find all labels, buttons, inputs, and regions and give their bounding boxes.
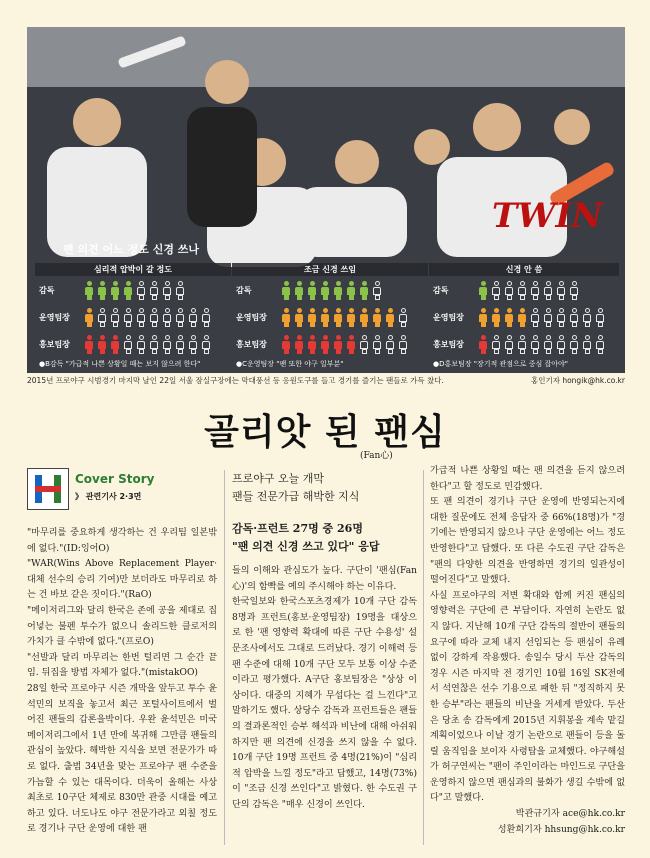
cover-story-title: Cover Story <box>75 472 155 486</box>
person-icon <box>399 308 407 327</box>
person-icon <box>137 335 145 354</box>
person-icon <box>347 308 355 327</box>
row-label: 운영팀장 <box>433 313 464 322</box>
person-icon <box>583 308 591 327</box>
paragraph: 들의 이해와 관심도가 높다. 구단이 '팬심(Fan心)'의 함빡를 예의 주시해야 하는 이유다. <box>232 566 417 592</box>
person-icon <box>518 281 526 300</box>
person-icon <box>124 308 132 327</box>
related-articles-link[interactable]: 》 관련기사 2·3면 <box>75 492 142 501</box>
person-icon <box>544 308 552 327</box>
headline: 골리앗 된 팬심 <box>204 411 446 453</box>
column-divider <box>224 470 225 845</box>
person-icon <box>373 281 381 300</box>
person-icon <box>570 335 578 354</box>
person-icon <box>492 308 500 327</box>
person-icon <box>295 281 303 300</box>
article-column-1 <box>27 526 217 838</box>
person-icon <box>373 308 381 327</box>
person-icon <box>518 335 526 354</box>
panel-pressure <box>35 263 231 371</box>
person-icon <box>596 335 604 354</box>
person-icon <box>163 335 171 354</box>
row-label: 감독 <box>433 286 449 295</box>
person-icon <box>124 335 132 354</box>
person-icon <box>282 335 290 354</box>
paragraph: 한국일보와 한국스포츠경제가 10개 구단 감독 8명과 프런트(홍보·운영팀장) 19명을 대상으로 한 '팬 영향력 확대에 따른 구단 수용성' 설문조사에서도 그대로 드러났다. 경기 이해력 등 팬 수준에 대해 10개 구단 모두 보통 이상 수준이라고 평가했다. A구단 홍보팀장은 "상상 이상이다. 대중의 지혜가 무섭다는 걸 느낀다"고 말하기도 했다. 상당수 감독과 프런트들은 팬들의 결과론적인 승부 해석과 비난에 대해 아쉬워하지만 팬 의견에 신경을 쓰지 않을 수 없다. 10개 구단 19명 프런트 중 4명(21%)이 "심리적 압박을 느낄 정도"라고 답했고, 14명(73%)이 "조금 신경 쓰인다"고 밝혔다. 한 수도권 구단의 감독은 "매우 신경이 쓰인다. <box>232 597 417 810</box>
person-icon <box>98 335 106 354</box>
panel-header: 신경 안 씀 <box>429 263 619 276</box>
person-icon <box>373 335 381 354</box>
person-icon <box>111 281 119 300</box>
person-icon <box>137 281 145 300</box>
paragraph: "WAR(Wins Above Replacement Player·대체 선수의 승리 기여)만 보더라도 마무리로 하는 건 바보 같은 짓이다."(RaO) <box>27 559 217 601</box>
person-icon <box>531 281 539 300</box>
hankook-logo-icon <box>27 468 69 510</box>
person-icon <box>386 308 394 327</box>
article-column-2 <box>232 564 417 814</box>
paragraph: 사실 프로야구의 저변 확대와 함께 커진 팬심의 영향력은 구단에 큰 부담이다. 자연히 논란도 없지 않다. 지난해 10개 구단 감독의 절반이 팬들의 요구에 따라 교체 내지 선임되는 등 팬심이 유례없이 강하게 작용했다. 송일수 당시 두산 감독의 경우 시즌 마지막 전 경기인 10월 16일 SK전에서 석연찮은 선수 기용으로 패한 뒤 "정직하지 못한 승부"라는 팬들의 비난을 거세게 받았다. 두산은 당초 송 감독에게 2015년 지휘봉을 계속 맡길 계획이었으나 이날 경기 논란으로 팬들이 등을 돌릴 움직임을 보이자 사령탑을 교체했다. 야구해설가 허구연씨는 "팬이 주인이라는 마인드로 구단을 운영하지 않으면 팬심과의 불화가 생길 수밖에 없다"고 말했다. <box>430 590 625 804</box>
person-icon <box>176 335 184 354</box>
panel-some-concern <box>232 263 428 371</box>
paragraph: "선발과 달리 마무리는 한번 털리면 그 순간 끝임. 뒤집을 방법 자체가 없다."(mistakOO) <box>27 652 217 679</box>
person-icon <box>163 308 171 327</box>
photo-caption <box>27 375 625 386</box>
headline-hanja: (Fan心) <box>360 451 393 461</box>
panel-note: ●B감독 "가급적 나쁜 상황일 때는 보지 않으려 한다" <box>39 360 201 368</box>
person-icon <box>137 308 145 327</box>
row-label: 운영팀장 <box>39 313 70 322</box>
person-icon <box>492 335 500 354</box>
person-icon <box>334 308 342 327</box>
person-icon <box>518 308 526 327</box>
person-icon <box>98 281 106 300</box>
person-icon <box>321 308 329 327</box>
person-icon <box>399 335 407 354</box>
subheadline-line: 감독·프런트 27명 중 26명 <box>232 522 363 535</box>
person-icon <box>176 281 184 300</box>
icon-row <box>35 279 231 301</box>
paragraph: 또 팬 의견이 경기나 구단 운영에 반영되는지에 대한 질문에도 전체 응답자 중 66%(18명)가 "경기에는 반영되지 않으나 구단 운영에는 어느 정도 반영한다"고 답했다. 또 다른 수도권 구단 감독은 "팬의 다양한 의견을 반영하면 경기의 일관성이 떨어진다"고 말했다. <box>430 497 625 586</box>
person-icon <box>557 281 565 300</box>
person-icon <box>557 308 565 327</box>
person-icon <box>282 281 290 300</box>
paragraph: 28일 한국 프로야구 시즌 개막을 앞두고 투수 윤석민의 보직을 놓고서 최근 포털사이트에서 벌어진 팬들의 갑론을박이다. 우완 윤석민은 미국 메이저리그에서 1년 만에 복귀해 그만큼 팬들의 관심이 높았다. 해박한 지식을 보면 전문가가 따로 없다. 출범 34년을 맞는 프로야구 팬 수준을 가늠할 수 있는 대목이다. 더욱이 올해는 사상 최초로 10구단 체제로 830만 관중 시대를 예고하고 있다. 너도나도 야구 전문가라고 외칠 정도로 경기나 구단 운영에 대한 팬 <box>27 683 217 835</box>
article-column-3 <box>430 464 625 838</box>
person-icon <box>295 335 303 354</box>
row-label: 운영팀장 <box>236 313 267 322</box>
person-icon <box>479 308 487 327</box>
person-icon <box>386 335 394 354</box>
row-label: 홍보팀장 <box>236 340 267 349</box>
icon-row <box>429 306 619 328</box>
photo-credit: 홍인기자 hongik@hk.co.kr <box>530 376 625 385</box>
person-icon <box>308 335 316 354</box>
panel-note: ●D홍보팀장 "장기적 관점으로 중심 잡아야" <box>433 360 569 368</box>
subheadline-survey <box>232 520 380 556</box>
person-icon <box>308 308 316 327</box>
person-icon <box>334 335 342 354</box>
row-label: 감독 <box>236 286 252 295</box>
person-icon <box>596 308 604 327</box>
person-icon <box>570 281 578 300</box>
person-icon <box>150 308 158 327</box>
person-icon <box>150 281 158 300</box>
icon-row <box>232 333 428 355</box>
icon-row <box>232 306 428 328</box>
person-icon <box>124 281 132 300</box>
panel-note: ●C운영팀장 "팬 또한 야구 일부분" <box>236 360 344 368</box>
person-icon <box>85 281 93 300</box>
person-icon <box>189 335 197 354</box>
person-icon <box>189 308 197 327</box>
person-icon <box>111 335 119 354</box>
person-icon <box>479 281 487 300</box>
person-icon <box>505 308 513 327</box>
paragraph: "마무리를 중요하게 생각하는 건 우리팀 일본밖에 없다."(ID:잉어O) <box>27 528 217 554</box>
person-icon <box>282 308 290 327</box>
panel-no-concern <box>429 263 619 371</box>
person-icon <box>570 308 578 327</box>
icon-row <box>429 333 619 355</box>
person-icon <box>492 281 500 300</box>
person-icon <box>321 335 329 354</box>
person-icon <box>531 308 539 327</box>
row-label: 홍보팀장 <box>433 340 464 349</box>
person-icon <box>583 335 591 354</box>
person-icon <box>360 308 368 327</box>
person-icon <box>479 335 487 354</box>
person-icon <box>308 281 316 300</box>
icon-row <box>35 306 231 328</box>
icon-row <box>35 333 231 355</box>
paragraph: 가급적 나쁜 상황일 때는 팬 의견을 듣지 않으려 한다"고 할 정도로 민감했다. <box>430 466 625 492</box>
paragraph: "메이저리그와 달리 한국은 존에 공을 제대로 집어넣는 불펜 투수가 없으니 솔리드한 클로저의 가치가 클 수밖에 없다."(프로O) <box>27 605 217 648</box>
svg-text:TWIN: TWIN <box>492 196 603 236</box>
person-icon <box>544 281 552 300</box>
subheadline-line: 팬들 전문가급 해박한 지식 <box>232 490 360 503</box>
person-icon <box>176 308 184 327</box>
byline: 성환희기자 hhsung@hk.co.kr <box>497 824 625 835</box>
subheadline <box>232 470 359 506</box>
person-icon <box>85 308 93 327</box>
person-icon <box>111 308 119 327</box>
person-icon <box>505 335 513 354</box>
person-icon <box>544 335 552 354</box>
icon-row <box>232 279 428 301</box>
person-icon <box>202 308 210 327</box>
subheadline-line: "팬 의견 신경 쓰고 있다" 응답 <box>232 540 380 553</box>
person-icon <box>98 308 106 327</box>
icon-row <box>429 279 619 301</box>
caption-text: 2015년 프로야구 시범경기 마지막 날인 22일 서울 잠실구장에는 막대풍선 등 응원도구를 들고 경기를 즐기는 팬들로 가득 찼다. <box>27 376 444 385</box>
person-icon <box>557 335 565 354</box>
person-icon <box>321 281 329 300</box>
person-icon <box>202 335 210 354</box>
byline: 박관규기자 ace@hk.co.kr <box>515 809 625 820</box>
person-icon <box>347 281 355 300</box>
person-icon <box>163 281 171 300</box>
panel-header: 조금 신경 쓰임 <box>232 263 428 276</box>
row-label: 감독 <box>39 286 55 295</box>
column-divider <box>423 470 424 845</box>
person-icon <box>360 281 368 300</box>
chart-overlay-title: 팬 의견 어느 정도 신경 쓰나 <box>63 243 200 256</box>
person-icon <box>334 281 342 300</box>
person-icon <box>295 308 303 327</box>
person-icon <box>531 335 539 354</box>
cover-photo <box>27 27 625 373</box>
row-label: 홍보팀장 <box>39 340 70 349</box>
person-icon <box>150 335 158 354</box>
person-icon <box>85 335 93 354</box>
cover-story-box <box>27 468 217 508</box>
person-icon <box>360 335 368 354</box>
panel-header: 심리적 압박이 갈 정도 <box>35 263 231 276</box>
person-icon <box>347 335 355 354</box>
person-icon <box>505 281 513 300</box>
subheadline-line: 프로야구 오늘 개막 <box>232 472 325 485</box>
